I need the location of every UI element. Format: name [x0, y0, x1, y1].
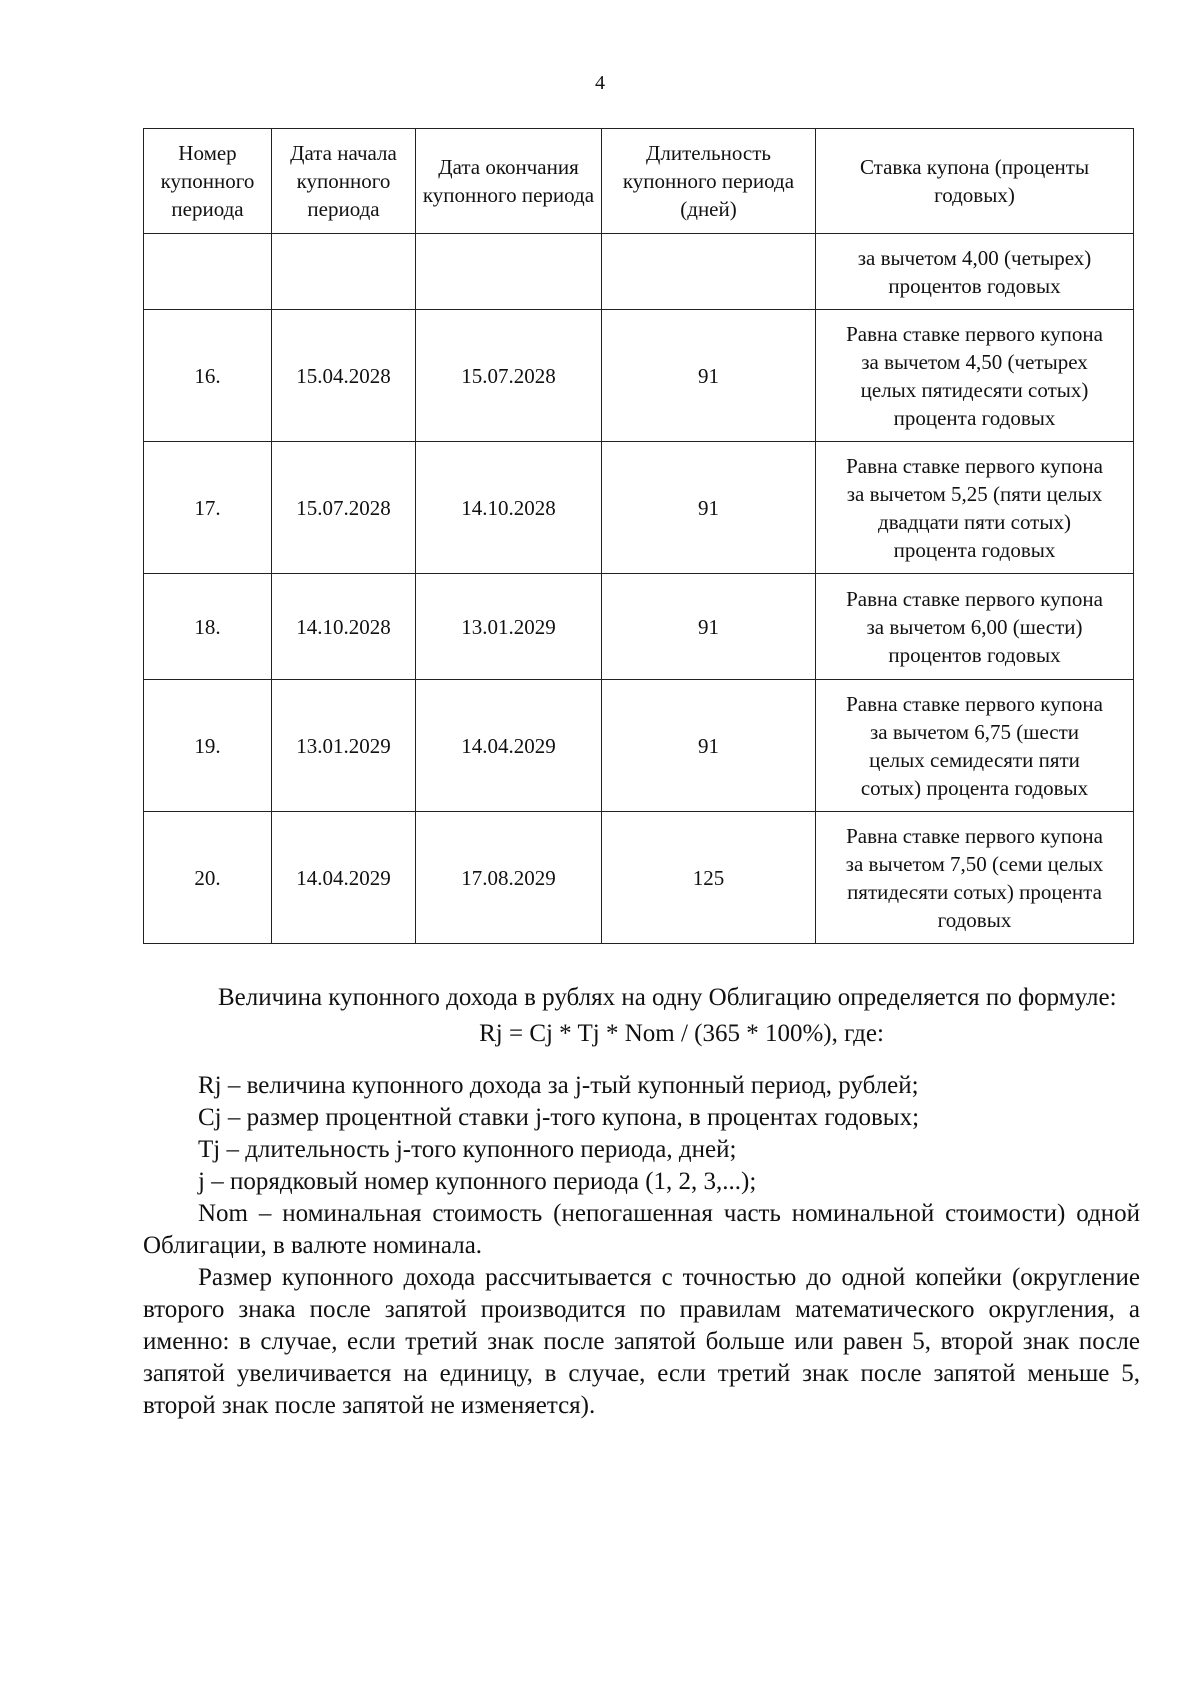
cell-start-date: 15.07.2028: [272, 442, 416, 574]
cell-period-number: 18.: [144, 574, 272, 680]
header-period-number: Номер купонного периода: [144, 129, 272, 234]
cell-duration: 91: [602, 680, 816, 812]
table-row: [144, 680, 1134, 812]
page-number: 4: [595, 72, 605, 94]
body-text: [143, 982, 1140, 1422]
definition-rj: Rj – величина купонного дохода за j-тый купонный период, рублей;: [198, 1072, 919, 1099]
cell-end-date: 17.08.2029: [416, 812, 602, 944]
header-start-date: Дата начала купонного периода: [272, 129, 416, 234]
header-coupon-rate: Ставка купона (проценты годовых): [816, 129, 1134, 234]
cell-end-date: 14.04.2029: [416, 680, 602, 812]
table-row: [144, 812, 1134, 944]
cell-period-number: 17.: [144, 442, 272, 574]
cell-start-date: 14.04.2029: [272, 812, 416, 944]
definition-cj: Cj – размер процентной ставки j-того купона, в процентах годовых;: [198, 1104, 920, 1131]
cell-period-number: 20.: [144, 812, 272, 944]
formula-intro-paragraph: Величина купонного дохода в рублях на одну Облигацию определяется по формуле:: [218, 984, 1117, 1011]
table-row: [144, 234, 1134, 310]
cell-coupon-rate: за вычетом 4,00 (четырех) процентов годовых: [816, 234, 1134, 310]
definition-tj: Tj – длительность j-того купонного периода, дней;: [198, 1136, 737, 1163]
cell-duration: [602, 234, 816, 310]
cell-end-date: 15.07.2028: [416, 310, 602, 442]
cell-duration: 91: [602, 310, 816, 442]
cell-coupon-rate: Равна ставке первого купона за вычетом 6,00 (шести) процентов годовых: [816, 574, 1134, 680]
definition-j: j – порядковый номер купонного периода (1, 2, 3,...);: [198, 1168, 757, 1195]
header-end-date: Дата окончания купонного периода: [416, 129, 602, 234]
rounding-paragraph: Размер купонного дохода рассчитывается с точностью до одной копейки (округление второго знака после запятой производится по правилам математического округления, а именно: в случае, если третий знак после запятой больше или равен 5, второй знак после запятой увеличивается на единицу, в случае, если третий знак после запятой меньше 5, второй знак после запятой не изменяется).: [143, 1264, 1140, 1419]
table-header-row: [144, 129, 1134, 234]
header-duration: Длительность купонного периода (дней): [602, 129, 816, 234]
cell-duration: 91: [602, 442, 816, 574]
cell-coupon-rate: Равна ставке первого купона за вычетом 4,50 (четырех целых пятидесяти сотых) процента годовых: [816, 310, 1134, 442]
cell-start-date: [272, 234, 416, 310]
cell-start-date: 13.01.2029: [272, 680, 416, 812]
cell-duration: 91: [602, 574, 816, 680]
cell-duration: 125: [602, 812, 816, 944]
cell-end-date: 14.10.2028: [416, 442, 602, 574]
cell-coupon-rate: Равна ставке первого купона за вычетом 6,75 (шести целых семидесяти пяти сотых) процента годовых: [816, 680, 1134, 812]
coupon-schedule-table: [143, 128, 1134, 944]
table-row: [144, 442, 1134, 574]
cell-period-number: [144, 234, 272, 310]
table-row: [144, 574, 1134, 680]
cell-coupon-rate: Равна ставке первого купона за вычетом 5,25 (пяти целых двадцати пяти сотых) процента годовых: [816, 442, 1134, 574]
table-row: [144, 310, 1134, 442]
cell-end-date: [416, 234, 602, 310]
cell-period-number: 19.: [144, 680, 272, 812]
cell-start-date: 15.04.2028: [272, 310, 416, 442]
definition-nom: Nom – номинальная стоимость (непогашенная часть номинальной стоимости) одной Облигации, в валюте номинала.: [143, 1200, 1140, 1259]
coupon-income-formula: Rj = Cj * Tj * Nom / (365 * 100%), где:: [479, 1020, 884, 1047]
cell-start-date: 14.10.2028: [272, 574, 416, 680]
cell-coupon-rate: Равна ставке первого купона за вычетом 7,50 (семи целых пятидесяти сотых) процента годовых: [816, 812, 1134, 944]
cell-period-number: 16.: [144, 310, 272, 442]
cell-end-date: 13.01.2029: [416, 574, 602, 680]
